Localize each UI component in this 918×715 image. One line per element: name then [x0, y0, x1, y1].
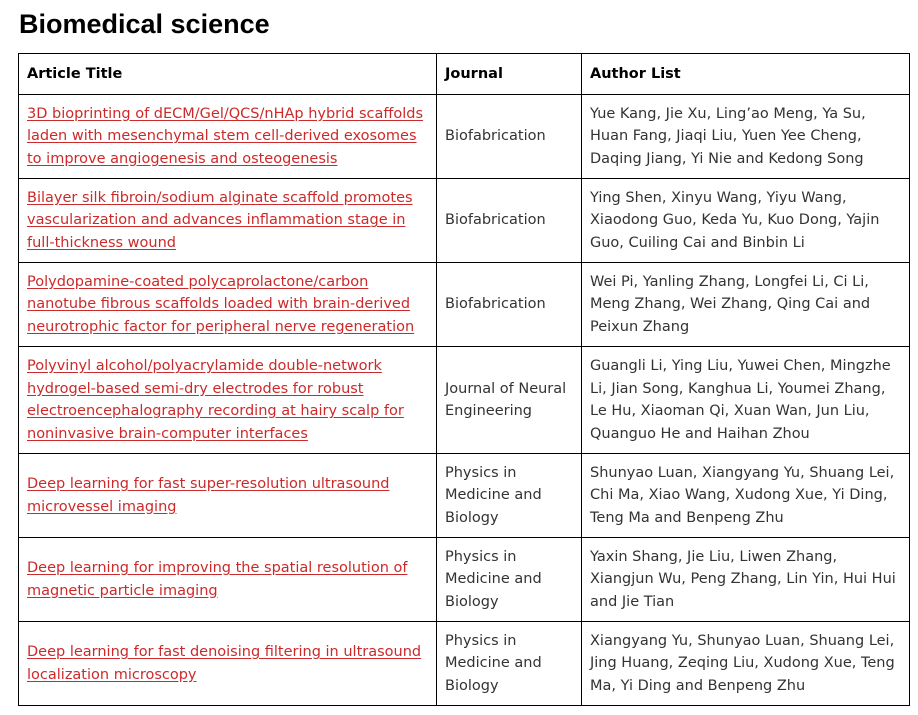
table-row: [19, 179, 910, 263]
article-title-cell: [19, 347, 437, 454]
author-list-cell: Ying Shen, Xinyu Wang, Yiyu Wang, Xiaodong Guo, Keda Yu, Kuo Dong, Yajin Guo, Cuiling Cai and Binbin Li: [582, 179, 910, 263]
page-title: Biomedical science: [19, 9, 270, 39]
table-row: [19, 454, 910, 538]
table-row: [19, 347, 910, 454]
journal-cell: Physics in Medicine and Biology: [437, 622, 582, 706]
journal-cell: Biofabrication: [437, 263, 582, 347]
author-list-cell: Shunyao Luan, Xiangyang Yu, Shuang Lei, Chi Ma, Xiao Wang, Xudong Xue, Yi Ding, Teng Ma and Benpeng Zhu: [582, 454, 910, 538]
journal-cell: Physics in Medicine and Biology: [437, 538, 582, 622]
article-title-cell: [19, 622, 437, 706]
article-title-link[interactable]: Bilayer silk fibroin/sodium alginate scaffold promotes vascularization and advances inflammation stage in full-thickness wound: [27, 189, 413, 251]
articles-table: [18, 53, 910, 706]
article-title-link[interactable]: Deep learning for improving the spatial resolution of magnetic particle imaging: [27, 560, 408, 599]
author-list-cell: Guangli Li, Ying Liu, Yuwei Chen, Mingzhe Li, Jian Song, Kanghua Li, Youmei Zhang, Le Hu, Xiaoman Qi, Xuan Wan, Jun Liu, Quanguo He and Haihan Zhou: [582, 347, 910, 454]
journal-cell: Biofabrication: [437, 95, 582, 179]
table-row: [19, 538, 910, 622]
author-list-cell: Yaxin Shang, Jie Liu, Liwen Zhang, Xiangjun Wu, Peng Zhang, Lin Yin, Hui Hui and Jie Tian: [582, 538, 910, 622]
article-title-link[interactable]: Polyvinyl alcohol/polyacrylamide double-network hydrogel-based semi-dry electrodes for robust electroencephalography recording at hairy scalp for noninvasive brain-computer interfaces: [27, 358, 404, 442]
article-title-cell: [19, 179, 437, 263]
journal-cell: Journal of Neural Engineering: [437, 347, 582, 454]
header-author-list: Author List: [582, 54, 910, 95]
table-row: [19, 263, 910, 347]
author-list-cell: Yue Kang, Jie Xu, Ling’ao Meng, Ya Su, Huan Fang, Jiaqi Liu, Yuen Yee Cheng, Daqing Jiang, Yi Nie and Kedong Song: [582, 95, 910, 179]
journal-cell: Biofabrication: [437, 179, 582, 263]
table-row: [19, 95, 910, 179]
article-title-cell: [19, 95, 437, 179]
table-header-row: [19, 54, 910, 95]
header-journal: Journal: [437, 54, 582, 95]
article-title-cell: [19, 263, 437, 347]
author-list-cell: Xiangyang Yu, Shunyao Luan, Shuang Lei, Jing Huang, Zeqing Liu, Xudong Xue, Teng Ma, Yi Ding and Benpeng Zhu: [582, 622, 910, 706]
article-title-cell: [19, 538, 437, 622]
article-title-link[interactable]: 3D bioprinting of dECM/Gel/QCS/nHAp hybrid scaffolds laden with mesenchymal stem cell-derived exosomes to improve angiogenesis and osteogenesis: [27, 105, 424, 167]
article-title-link[interactable]: Deep learning for fast denoising filtering in ultrasound localization microscopy: [27, 644, 422, 683]
journal-cell: Physics in Medicine and Biology: [437, 454, 582, 538]
header-article-title: Article Title: [19, 54, 437, 95]
article-title-cell: [19, 454, 437, 538]
table-row: [19, 622, 910, 706]
author-list-cell: Wei Pi, Yanling Zhang, Longfei Li, Ci Li, Meng Zhang, Wei Zhang, Qing Cai and Peixun Zhang: [582, 263, 910, 347]
article-title-link[interactable]: Polydopamine-coated polycaprolactone/carbon nanotube fibrous scaffolds loaded with brain-derived neurotrophic factor for peripheral nerve regeneration: [27, 273, 415, 335]
article-title-link[interactable]: Deep learning for fast super-resolution ultrasound microvessel imaging: [27, 476, 390, 515]
